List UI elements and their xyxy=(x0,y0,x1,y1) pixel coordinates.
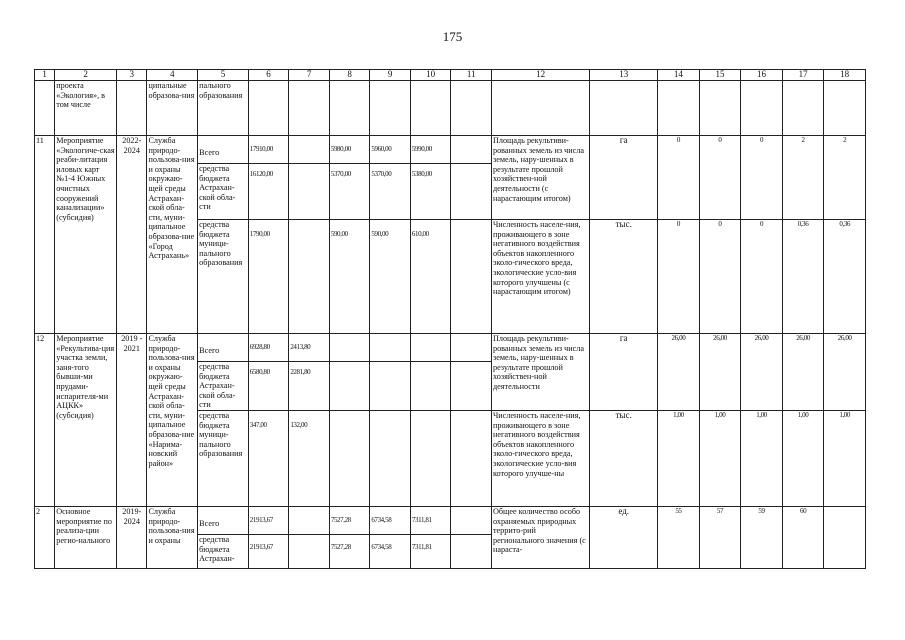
amount-col6: 1790,00 xyxy=(248,220,289,334)
amount-col6: 21913,67 xyxy=(248,534,289,568)
amount-col7 xyxy=(289,506,330,534)
col-header: 1 xyxy=(35,70,55,81)
item-number: 12 xyxy=(35,334,55,507)
amount-col6: 21913,67 xyxy=(248,506,289,534)
col-header: 10 xyxy=(410,70,451,81)
amount-col11 xyxy=(451,410,492,506)
indicator-col16: 1,00 xyxy=(741,410,783,506)
amount-col10 xyxy=(410,410,451,506)
amount-col7 xyxy=(289,136,330,164)
funding-source: Всего xyxy=(198,136,249,164)
executor: Служба природо-пользова-ния и охраны окружаю-щей среды Астрахан-ской обла-сти, муни-ципальное образова-ние «Нарима-новский район» xyxy=(147,334,198,507)
indicator-col17: 2 xyxy=(782,136,824,220)
col-header: 2 xyxy=(55,70,117,81)
executor: Служба природо-пользова-ния и охраны окружаю-щей среды Астрахан-ской обла-сти, муни-ципальное образова-ние «Город Астрахань» xyxy=(147,136,198,334)
amount-col8 xyxy=(329,334,370,362)
indicator-unit: га xyxy=(590,136,658,220)
amount-col11 xyxy=(451,506,492,534)
funding-source: средства бюджета Астрахан- xyxy=(198,534,249,568)
amount-col9: 5960,00 xyxy=(370,136,411,164)
item-name: Основное мероприятие по реализа-ции регио-нального xyxy=(55,506,117,568)
amount-col11 xyxy=(451,334,492,362)
indicator-col18 xyxy=(824,506,866,568)
indicator-text: Численность населе-ния, проживающего в зоне негативного воздействия объектов накопленного эколо-гического вреда, экологические усло-вия которого улучше-ны xyxy=(491,410,589,506)
indicator-col17: 0,36 xyxy=(782,220,824,334)
indicator-col15: 0 xyxy=(699,136,741,220)
funding-source: Всего xyxy=(198,334,249,362)
item-years: 2022-2024 xyxy=(117,136,147,334)
table-row xyxy=(35,136,866,164)
table-row xyxy=(35,81,866,136)
indicator-text: Площадь рекультиви-рованных земель из числа земель, нару-шенных в результате прошлой хозяйствен-ной деятельности (с нарастающим итогом) xyxy=(491,136,589,220)
indicator-unit: ед. xyxy=(590,506,658,568)
amount-col6: 6928,80 xyxy=(248,334,289,362)
indicator-col17: 60 xyxy=(782,506,824,568)
indicator-text: Площадь рекультиви-рованных земель из числа земель, нару-шенных в результате прошлой хозяйствен-ной деятельности xyxy=(491,334,589,411)
indicator-col16: 26,00 xyxy=(741,334,783,411)
item-years: 2019 - 2021 xyxy=(117,334,147,507)
program-table xyxy=(34,69,866,569)
indicator-text: Общее количество особо охраняемых природных террито-рий регионального значения (с нараста- xyxy=(491,506,589,568)
indicator-col14: 1,00 xyxy=(658,410,700,506)
executor: ципальные образова-ния xyxy=(147,81,198,136)
amount-col7 xyxy=(289,164,330,220)
indicator-col18: 0,36 xyxy=(824,220,866,334)
indicator-unit: тыс. xyxy=(590,220,658,334)
amount-col7: 2281,80 xyxy=(289,362,330,411)
amount-col6: 16120,00 xyxy=(248,164,289,220)
funding-source: средства бюджета Астрахан-ской обла-сти xyxy=(198,164,249,220)
col-header: 15 xyxy=(699,70,741,81)
amount-col9: 590,00 xyxy=(370,220,411,334)
indicator-col18: 1,00 xyxy=(824,410,866,506)
indicator-col14: 0 xyxy=(658,220,700,334)
funding-source: Всего xyxy=(198,506,249,534)
executor: Служба природо-пользова-ния и охраны xyxy=(147,506,198,568)
amount-col10: 7311,81 xyxy=(410,534,451,568)
col-header: 5 xyxy=(198,70,249,81)
amount-col9 xyxy=(370,362,411,411)
col-header: 11 xyxy=(451,70,492,81)
indicator-col14: 26,00 xyxy=(658,334,700,411)
table-row xyxy=(35,334,866,362)
item-name: Мероприятие «Экологиче-ская реаби-литация иловых карт №1-4 Южных очистных сооружений канализации» (субсидия) xyxy=(55,136,117,334)
amount-col8 xyxy=(329,362,370,411)
indicator-col16: 59 xyxy=(741,506,783,568)
indicator-col18: 26,00 xyxy=(824,334,866,411)
amount-col8: 7527,28 xyxy=(329,506,370,534)
item-number: 11 xyxy=(35,136,55,334)
amount-col8: 590,00 xyxy=(329,220,370,334)
amount-col8: 5370,00 xyxy=(329,164,370,220)
col-header: 16 xyxy=(741,70,783,81)
indicator-col15: 0 xyxy=(699,220,741,334)
indicator-col14: 0 xyxy=(658,136,700,220)
indicator-col16: 0 xyxy=(741,220,783,334)
indicator-col15: 26,00 xyxy=(699,334,741,411)
item-name: Мероприятие «Рекультива-ция участка земли, заня-того бывши-ми прудами-испарителя-ми АЦКК» (субсидия) xyxy=(55,334,117,507)
amount-col7 xyxy=(289,220,330,334)
col-header: 12 xyxy=(491,70,589,81)
indicator-col15: 57 xyxy=(699,506,741,568)
amount-col9 xyxy=(370,410,411,506)
col-header: 17 xyxy=(782,70,824,81)
col-header: 7 xyxy=(289,70,330,81)
table-row xyxy=(35,506,866,534)
amount-col10: 5990,00 xyxy=(410,136,451,164)
amount-col9 xyxy=(370,334,411,362)
amount-col10 xyxy=(410,334,451,362)
column-number-row xyxy=(35,70,866,81)
col-header: 8 xyxy=(329,70,370,81)
amount-col6: 347,00 xyxy=(248,410,289,506)
indicator-col18: 2 xyxy=(824,136,866,220)
amount-col7: 2413,80 xyxy=(289,334,330,362)
col-header: 9 xyxy=(370,70,411,81)
amount-col11 xyxy=(451,220,492,334)
item-years: 2019-2024 xyxy=(117,506,147,568)
col-header: 6 xyxy=(248,70,289,81)
amount-col11 xyxy=(451,362,492,411)
amount-col8: 7527,28 xyxy=(329,534,370,568)
amount-col10 xyxy=(410,362,451,411)
item-number: 2 xyxy=(35,506,55,568)
amount-col11 xyxy=(451,164,492,220)
amount-col7 xyxy=(289,534,330,568)
amount-col6: 17910,00 xyxy=(248,136,289,164)
amount-col10: 610,00 xyxy=(410,220,451,334)
page-number: 175 xyxy=(442,29,463,44)
indicator-col17: 1,00 xyxy=(782,410,824,506)
amount-col10: 7311,81 xyxy=(410,506,451,534)
amount-col10: 5380,00 xyxy=(410,164,451,220)
amount-col8: 5980,00 xyxy=(329,136,370,164)
item-name: проекта «Экология», в том числе xyxy=(55,81,117,136)
amount-col8 xyxy=(329,410,370,506)
amount-col11 xyxy=(451,136,492,164)
amount-col9: 5370,00 xyxy=(370,164,411,220)
amount-col7: 132,00 xyxy=(289,410,330,506)
col-header: 18 xyxy=(824,70,866,81)
indicator-col17: 26,00 xyxy=(782,334,824,411)
indicator-text: Численность населе-ния, проживающего в зоне негативного воздействия объектов накопленного эколо-гического вреда, экологические усло-вия которого улучшены (с нарастающим итогом) xyxy=(491,220,589,334)
indicator-col15: 1,00 xyxy=(699,410,741,506)
amount-col11 xyxy=(451,534,492,568)
indicator-col14: 55 xyxy=(658,506,700,568)
col-header: 4 xyxy=(147,70,198,81)
indicator-unit: га xyxy=(590,334,658,411)
col-header: 14 xyxy=(658,70,700,81)
funding-source: средства бюджета Астрахан-ской обла-сти xyxy=(198,362,249,411)
amount-col9: 6734,58 xyxy=(370,534,411,568)
col-header: 13 xyxy=(590,70,658,81)
col-header: 3 xyxy=(117,70,147,81)
indicator-col16: 0 xyxy=(741,136,783,220)
funding-source: пального образования xyxy=(198,81,249,136)
amount-col9: 6734,58 xyxy=(370,506,411,534)
amount-col6: 6580,80 xyxy=(248,362,289,411)
indicator-unit: тыс. xyxy=(590,410,658,506)
funding-source: средства бюджета муници-пального образования xyxy=(198,410,249,506)
funding-source: средства бюджета муници-пального образования xyxy=(198,220,249,334)
